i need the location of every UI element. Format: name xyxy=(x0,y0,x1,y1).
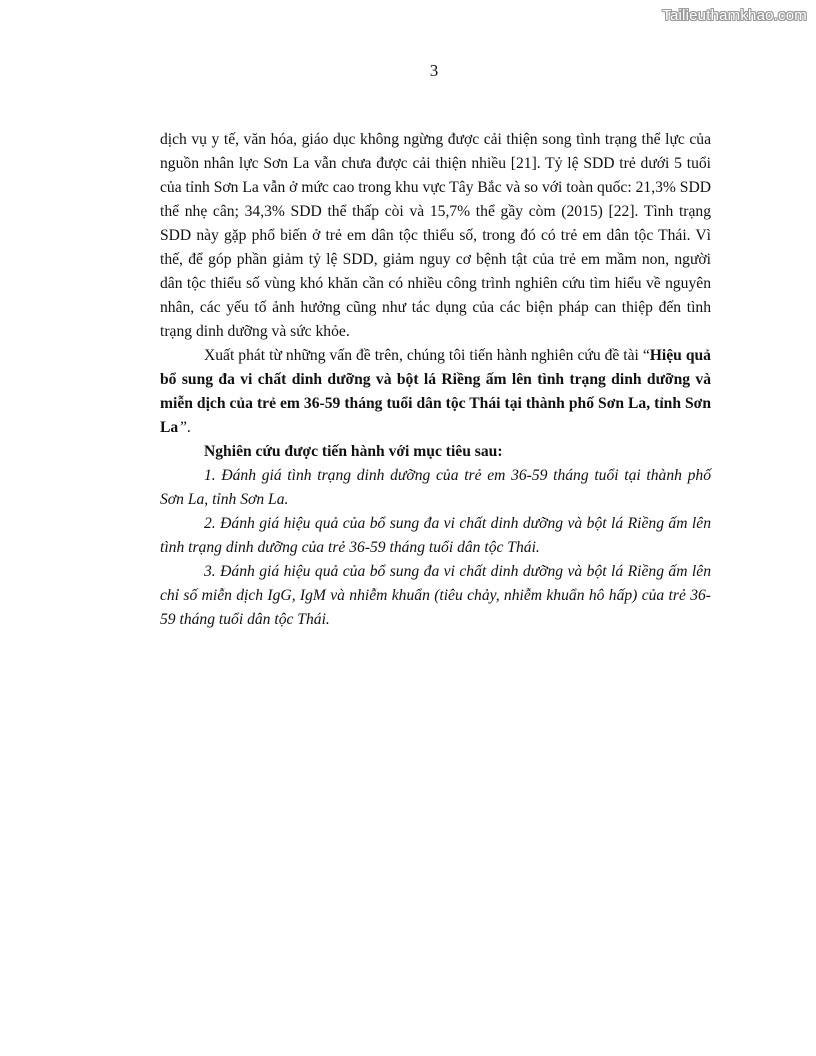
watermark: Tailieuthamkhao.com xyxy=(662,7,807,24)
objectives-heading: Nghiên cứu được tiến hành với mục tiêu sau: xyxy=(204,443,503,460)
objective-1: 1. Đánh giá tình trạng dinh dưỡng của trẻ em 36-59 tháng tuổi tại thành phố Sơn La, tỉnh Sơn La. xyxy=(160,467,711,508)
topic-prefix: Xuất phát từ những vấn đề trên, chúng tôi tiến hành nghiên cứu đề tài “ xyxy=(204,347,650,364)
intro-paragraph: dịch vụ y tế, văn hóa, giáo dục không ngừng được cải thiện song tình trạng thể lực của nguồn nhân lực Sơn La vẫn chưa được cải thiện nhiều [21]. Tỷ lệ SDD trẻ dưới 5 tuổi của tỉnh Sơn La vẫn ở mức cao trong khu vực Tây Bắc và so với toàn quốc: 21,3% SDD thể nhẹ cân; 34,3% SDD thể thấp còi và 15,7% thể gầy còm (2015) [22]. Tình trạng SDD này gặp phổ biến ở trẻ em dân tộc thiểu số, trong đó có trẻ em dân tộc Thái. Vì thế, để góp phần giảm tỷ lệ SDD, giảm nguy cơ bệnh tật của trẻ em mầm non, người dân tộc thiểu số vùng khó khăn cần có nhiều công trình nghiên cứu tìm hiểu về nguyên nhân, các yếu tố ảnh hưởng cũng như tác dụng của các biện pháp can thiệp đến tình trạng dinh dưỡng và sức khỏe. xyxy=(160,131,711,340)
objective-2: 2. Đánh giá hiệu quả của bổ sung đa vi chất dinh dưỡng và bột lá Riềng ấm lên tình trạng dinh dưỡng của trẻ 36-59 tháng tuổi dân tộc Thái. xyxy=(160,515,711,556)
objective-3: 3. Đánh giá hiệu quả của bổ sung đa vi chất dinh dưỡng và bột lá Riềng ấm lên chỉ số miễn dịch IgG, IgM và nhiễm khuẩn (tiêu chảy, nhiễm khuẩn hô hấp) của trẻ 36-59 tháng tuổi dân tộc Thái. xyxy=(160,563,711,628)
topic-title: Hiệu quả bổ sung đa vi chất dinh dưỡng và bột lá Riềng ấm lên tình trạng dinh dưỡng và miễn dịch của trẻ em 36-59 tháng tuổi dân tộc Thái tại thành phố Sơn La, tỉnh Sơn La xyxy=(160,347,711,436)
document-body xyxy=(160,128,711,632)
topic-close-quote: ” xyxy=(178,419,187,436)
topic-period: . xyxy=(186,419,191,436)
page-number: 3 xyxy=(429,61,439,80)
topic-paragraph xyxy=(160,344,711,440)
